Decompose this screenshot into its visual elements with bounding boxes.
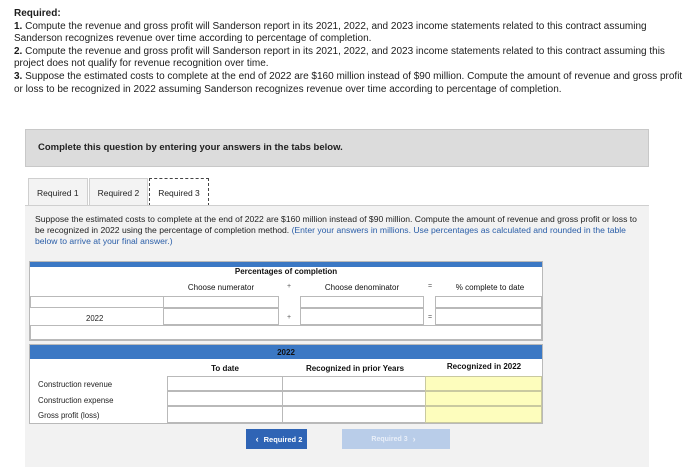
pct-table-title: Percentages of completion bbox=[234, 267, 338, 276]
row-label-construction-revenue: Construction revenue bbox=[38, 380, 113, 389]
tab-required-3[interactable]: Required 3 bbox=[149, 178, 209, 206]
chevron-right-icon: › bbox=[412, 434, 416, 444]
equals-sign-header: = bbox=[427, 283, 433, 290]
requirements bbox=[14, 8, 690, 96]
percent-complete-table bbox=[29, 261, 543, 341]
denominator-header: Choose denominator bbox=[324, 283, 400, 292]
row-label-construction-expense: Construction expense bbox=[38, 396, 114, 405]
row-label-gross-profit: Gross profit (loss) bbox=[38, 411, 100, 420]
pct-header-blank-cell bbox=[30, 296, 164, 308]
next-tab-label: Required 3 bbox=[371, 435, 408, 443]
instruction bbox=[35, 214, 639, 247]
expense-prior-input[interactable] bbox=[282, 391, 426, 406]
revenue-2022-input[interactable] bbox=[425, 376, 542, 391]
prompt-bar bbox=[25, 129, 649, 167]
prev-tab-button[interactable] bbox=[246, 429, 307, 449]
pct-row-year: 2022 bbox=[86, 314, 104, 323]
pct-header-res-cell bbox=[435, 296, 542, 308]
instruction-note: (Enter your answers in millions. Use percentages as calculated and rounded in the table below to arrive at your final answer.) bbox=[35, 225, 626, 246]
numerator-header: Choose numerator bbox=[187, 283, 255, 292]
gross-profit-2022-input[interactable] bbox=[425, 406, 542, 423]
col-recognized-prior: Recognized in prior Years bbox=[305, 364, 405, 373]
pct-header-num-cell bbox=[163, 296, 279, 308]
col-recognized-2022: Recognized in 2022 bbox=[446, 362, 522, 371]
prev-tab-label: Required 2 bbox=[263, 434, 303, 444]
recog-year: 2022 bbox=[277, 348, 295, 357]
pct-header-den-cell bbox=[300, 296, 424, 308]
requirement-2: 2. Compute the revenue and gross profit will Sanderson report in its 2021, 2022, and 2023 income statements related to this contract assuming this project does not qualify for revenue recognition over time. bbox=[14, 45, 665, 70]
requirements-heading: Required: bbox=[14, 8, 61, 19]
denominator-select[interactable] bbox=[300, 308, 424, 325]
numerator-select[interactable] bbox=[163, 308, 279, 325]
gross-profit-to-date-input[interactable] bbox=[167, 406, 283, 423]
revenue-to-date-input[interactable] bbox=[167, 376, 283, 391]
tab-bar bbox=[28, 178, 210, 206]
percent-complete-input[interactable] bbox=[435, 308, 542, 325]
recognition-table bbox=[29, 344, 543, 424]
expense-to-date-input[interactable] bbox=[167, 391, 283, 406]
next-tab-button[interactable] bbox=[342, 429, 450, 449]
equals-sign: = bbox=[427, 314, 433, 321]
plus-sign: + bbox=[286, 314, 292, 321]
chevron-left-icon: ‹ bbox=[255, 434, 259, 444]
col-to-date: To date bbox=[211, 364, 239, 373]
tab-required-2[interactable]: Required 2 bbox=[89, 178, 149, 206]
prompt-text: Complete this question by entering your answers in the tabs below. bbox=[38, 142, 343, 153]
expense-2022-input[interactable] bbox=[425, 391, 542, 406]
instruction-main: Suppose the estimated costs to complete at the end of 2022 are $160 million instead of $90 million. Compute the amount of revenue and gross profit or loss to be recognized in 2022 using the percentage of completion method. bbox=[35, 214, 637, 235]
requirement-3: 3. Suppose the estimated costs to complete at the end of 2022 are $160 million instead of $90 million. Compute the amount of revenue and gross profit or loss to be recognized in 2022 assuming Sanderson recognizes revenue over time according to percentage of completion. bbox=[14, 70, 683, 95]
plus-sign-header: + bbox=[286, 283, 292, 290]
result-header: % complete to date bbox=[455, 283, 525, 292]
gross-profit-prior-input[interactable] bbox=[282, 406, 426, 423]
requirement-1: 1. Compute the revenue and gross profit will Sanderson report in its 2021, 2022, and 2023 income statements related to this contract assuming Sanderson recognizes revenue over time according to percentage of completion. bbox=[14, 20, 647, 45]
tab-required-1[interactable]: Required 1 bbox=[28, 178, 88, 206]
pct-bottom-row bbox=[30, 325, 542, 340]
revenue-prior-input[interactable] bbox=[282, 376, 426, 391]
tab-panel bbox=[25, 205, 649, 467]
